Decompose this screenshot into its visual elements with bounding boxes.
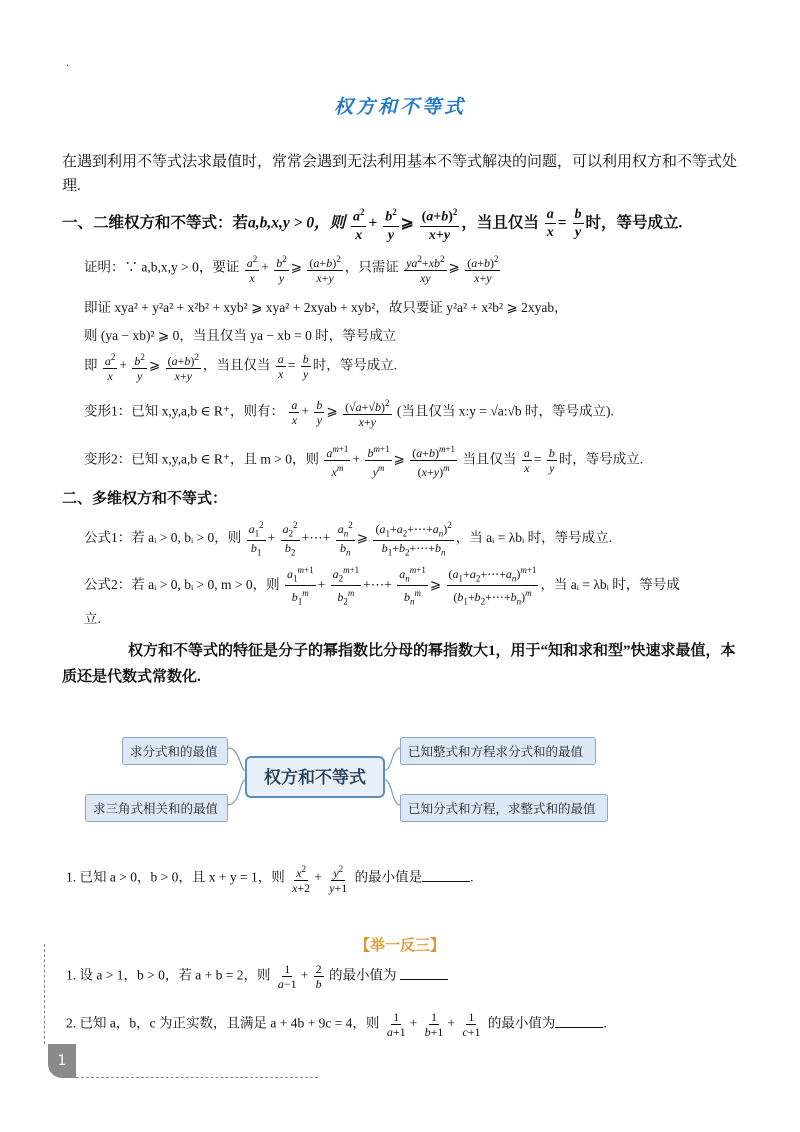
formula-2-b: $\frac{2}{b}$ [315,962,322,991]
answer-blank [555,1015,603,1028]
exercise2-post: 的最小值为 [487,1015,556,1031]
formula2-post: ，当 aᵢ = λbᵢ 时，等号成 [540,576,680,592]
exercise-heading: 【举一反三】 [354,936,445,954]
proof-line-3: 则 (ya − xb)² ⩾ 0，当且仅当 ya − xb = 0 时，等号成立 [84,328,397,343]
formula-by: $\frac{b}{y}$ [548,446,555,475]
proof-line-4: 即 $\frac{a^2}{x}$ + $\frac{b^2}{y}$ ⩾ $\frac{(a+b)^2}{x+y}$ ，当且仅当 $\frac{a}{x}$ = $\frac{b}{y}$ 时，等号成立. [84,352,398,383]
formula-ax: $\frac{a}{x}$ [277,352,284,381]
formula-a1sq-b1: $\frac{a_1^2}{b_1}$ [248,520,264,558]
formula-2-wrap: 立. [84,611,101,626]
formula-b2y: $\frac{b^2}{y}$ [383,204,399,244]
formula-ax: $\frac{a}{x}$ [546,207,554,241]
header-dot: . [66,55,69,69]
example-1: 1. 已知 a > 0，b > 0，且 x + y = 1，则 $\frac{x^2}{x+2}$ + $\frac{y^2}{y+1}$ 的最小值是 . [66,864,474,895]
variant-2: 变形2：已知 x,y,a,b ∈ R⁺，且 m > 0，则 $\frac{a^{m+1}}{x^m}$ + $\frac{b^{m+1}}{y^m}$ ⩾ $\frac{(a+b)^{m+1}}{(x+y)^m}$ 当且仅当 $\frac{a}{x}$ = $\frac{b}{y}$ 时，等号成立. [84,444,644,479]
variant2-post: 当且仅当 [462,451,517,467]
formula1-pre: 公式1：若 aᵢ > 0, bᵢ > 0，则 [84,529,242,545]
variant2-pre: 变形2：已知 x,y,a,b ∈ R⁺，且 m > 0，则 [84,451,319,467]
exercise-2: 2. 已知 a，b，c 为正实数，且满足 a + 4b + 9c = 4，则 $\frac{1}{a+1}$ + $\frac{1}{b+1}$ + $\frac{1}{c+1}$ 的最小值为 . [66,1010,607,1039]
section2-heading: 二、多维权方和不等式： [62,491,228,507]
formula-1-b1: $\frac{1}{b+1}$ [424,1010,444,1039]
example1-post: 的最小值是 [354,869,423,885]
formula-a2sq-b2: $\frac{a_2^2}{b_2}$ [282,520,298,558]
dashed-border-bottom [76,1077,318,1078]
section1-heading-post: ，当且仅当 [461,214,539,232]
formula-sqrt-sum: $\frac{(√a+√b)^2}{x+y}$ [345,398,390,429]
formula-sum-a-sq: $\frac{(a_1+a_2+\cdots+a_n)^2}{b_1+b_2+\cdots+b_n}$ [375,520,452,558]
formula-ab2-xy: $\frac{(a+b)^2}{x+y}$ [420,204,460,244]
formula-ya2-xb2: $\frac{ya^2+xb^2}{xy}$ [406,254,445,285]
formula-b2y: $\frac{b^2}{y}$ [276,254,287,285]
mindmap-right-top: 已知整式和方程求分式和的最值 [400,737,596,765]
formula-1: 公式1：若 aᵢ > 0, bᵢ > 0，则 $\frac{a_1^2}{b_1}$ + $\frac{a_2^2}{b_2}$ +⋯+ $\frac{a_n^2}{b_n}$ ⩾ $\frac{(a_1+a_2+\cdots+a_n)^2}{b_1+b_2+\cdots+b_n}$ ，当 aᵢ = λbᵢ 时，等号成立. [84,520,612,558]
answer-blank [400,967,448,980]
mindmap-center: 权方和不等式 [245,756,385,798]
formula-ax: $\frac{a}{x}$ [523,446,530,475]
formula-a2x: $\frac{a^2}{x}$ [246,254,258,285]
formula-by: $\frac{b}{y}$ [302,352,309,381]
formula-ab2-xy: $\frac{(a+b)^2}{x+y}$ [309,254,341,285]
dashed-border-left [44,944,45,1044]
formula-a2x: $\frac{a^2}{x}$ [351,204,367,244]
formula-bm1-ym: $\frac{b^{m+1}}{y^m}$ [367,444,390,479]
formula-a2x: $\frac{a^2}{x}$ [104,352,116,383]
intro-paragraph: 在遇到利用不等式法求最值时，常常会遇到无法利用基本不等式解决的问题，可以利用权方和不等式处理. [62,154,738,194]
example1-pre: 1. 已知 a > 0，b > 0，且 x + y = 1，则 [66,869,285,885]
formula-abm1-xym: $\frac{(a+b)^{m+1}}{(x+y)^m}$ [412,444,456,479]
answer-blank [422,869,470,882]
formula-ansq-bn: $\frac{a_n^2}{b_n}$ [337,520,353,558]
section1-heading-pre: 一、二维权方和不等式：若 [62,214,249,232]
formula2-pre: 公式2：若 aᵢ > 0, bᵢ > 0, m > 0，则 [84,576,280,592]
proof-line1-mid: ，只需证 [344,259,399,275]
formula-by: $\frac{b}{y}$ [574,207,582,241]
formula-sum-a-m1: $\frac{(a_1+a_2+\cdots+a_n)^{m+1}}{(b_1+b_2+\cdots+b_n)^m}$ [448,565,537,607]
formula-am1-xm: $\frac{a^{m+1}}{x^m}$ [326,444,349,479]
variant-1: 变形1：已知 x,y,a,b ∈ R⁺，则有： $\frac{a}{x}$ + $\frac{b}{y}$ ⩾ $\frac{(√a+√b)^2}{x+y}$ (当且仅当 x:y = √a:√b 时，等号成立). [84,398,614,429]
formula1-post: ，当 aᵢ = λbᵢ 时，等号成立. [455,529,612,545]
proof-line1-pre: 证明：∵ a,b,x,y > 0，要证 [84,259,240,275]
formula-by: $\frac{b}{y}$ [316,398,323,427]
summary-paragraph: 权方和不等式的特征是分子的幂指数比分母的幂指数大1，用于“知和求和型”快速求最值，本质还是代数式常数化. [62,643,736,685]
section1-heading: 一、二维权方和不等式：若a,b,x,y > 0，则 $\frac{a^2}{x}$ + $\frac{b^2}{y}$ ⩾ $\frac{(a+b)^2}{x+y}$ ，当且仅当 $\frac{a}{x}$ = $\frac{b}{y}$ 时，等号成立. [62,204,782,244]
exercise1-post: 的最小值为 [328,967,397,983]
formula-anm1-bnm: $\frac{a_n^{m+1}}{b_n^m}$ [399,565,426,607]
example1-end: . [470,869,474,885]
formula-ab2-xy: $\frac{(a+b)^2}{x+y}$ [467,254,499,285]
variant2-end: 时，等号成立. [558,451,644,467]
formula-x2-x2: $\frac{x^2}{x+2}$ [292,864,311,895]
variant1-post: (当且仅当 x:y = √a:√b 时，等号成立). [396,403,614,419]
formula-ax: $\frac{a}{x}$ [291,398,298,427]
formula-1-a1: $\frac{1}{a+1}$ [386,1010,406,1039]
mindmap-left-top: 求分式和的最值 [122,737,228,765]
formula-ab2-xy: $\frac{(a+b)^2}{x+y}$ [167,352,199,383]
exercise2-end: . [603,1015,607,1031]
exercise-1: 1. 设 a > 1，b > 0，若 a + b = 2，则 $\frac{1}{a-1}$ + $\frac{2}{b}$ 的最小值为 [66,962,448,991]
page-title: 权方和不等式 [333,97,466,118]
formula-y2-y1: $\frac{y^2}{y+1}$ [329,864,348,895]
formula-a1m1-b1m: $\frac{a_1^{m+1}}{b_1^m}$ [287,565,314,607]
mindmap-left-bottom: 求三角式相关和的最值 [85,794,228,822]
proof-line4-post: ，当且仅当 [202,357,271,373]
exercise2-pre: 2. 已知 a，b，c 为正实数，且满足 a + 4b + 9c = 4，则 [66,1015,380,1031]
variant1-pre: 变形1：已知 x,y,a,b ∈ R⁺，则有： [84,403,284,419]
proof-line4-end: 时，等号成立. [312,357,398,373]
formula-1-a-1: $\frac{1}{a-1}$ [277,962,297,991]
mindmap-right-bottom: 已知分式和方程，求整式和的最值 [400,794,608,822]
section1-heading-cond: a,b,x,y > 0，则 [248,214,346,232]
section1-heading-end: 时，等号成立. [585,214,683,232]
page-number: 1 [48,1044,76,1078]
formula-1-c1: $\frac{1}{c+1}$ [462,1010,481,1039]
formula-a2m1-b2m: $\frac{a_2^{m+1}}{b_2^m}$ [332,565,360,607]
formula-2: 公式2：若 aᵢ > 0, bᵢ > 0, m > 0，则 $\frac{a_1^{m+1}}{b_1^m}$ + $\frac{a_2^{m+1}}{b_2^m}$ +⋯+ $\frac{a_n^{m+1}}{b_n^m}$ ⩾ $\frac{(a_1+a_2+\cdots+a_n)^{m+1}}{(b_1+b_2+\cdots+b_n)^m}$ ，当 aᵢ = λbᵢ 时，等号成 [84,565,680,607]
proof-line-2: 即证 xya² + y²a² + x²b² + xyb² ⩾ xya² + 2xyab + xyb²，故只要证 y²a² + x²b² ⩾ 2xyab， [84,300,568,315]
proof-line4-pre: 即 [84,357,98,373]
exercise1-pre: 1. 设 a > 1，b > 0，若 a + b = 2，则 [66,967,271,983]
proof-line-1: 证明：∵ a,b,x,y > 0，要证 $\frac{a^2}{x}$ + $\frac{b^2}{y}$ ⩾ $\frac{(a+b)^2}{x+y}$ ，只需证 $\frac{ya^2+xb^2}{xy}$ ⩾ $\frac{(a+b)^2}{x+y}$ [84,254,499,285]
formula-b2y: $\frac{b^2}{y}$ [134,352,145,383]
